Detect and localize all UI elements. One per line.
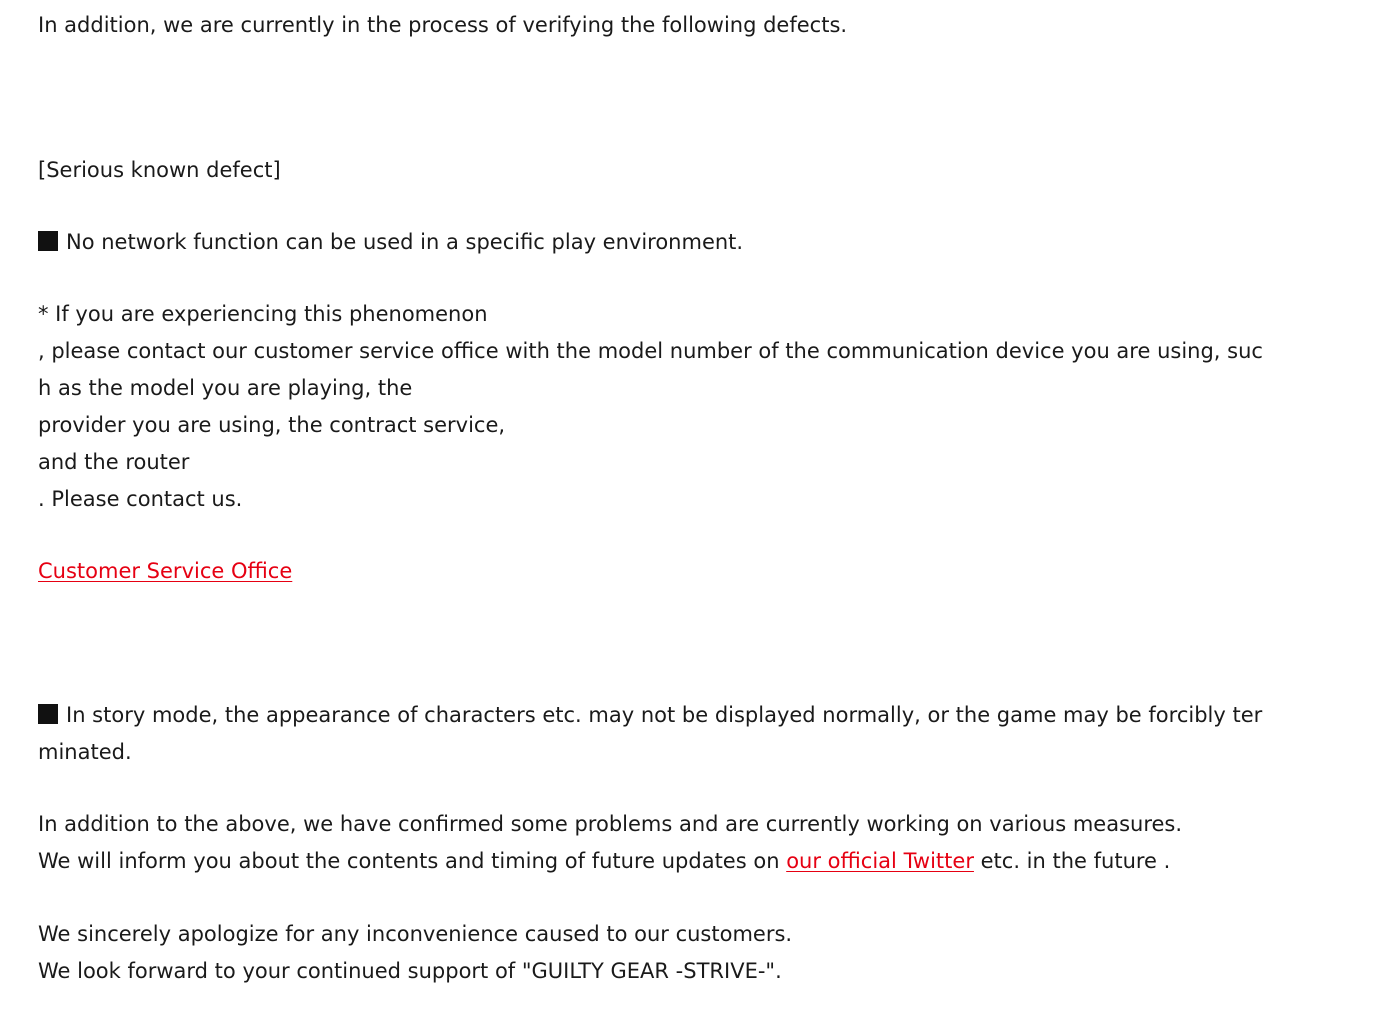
intro-text: In addition, we are currently in the process of verifying the following defects. (38, 13, 848, 37)
customer-service-link-row (38, 556, 292, 586)
note-line: * If you are experiencing this phenomenon (38, 302, 488, 326)
note-line: h as the model you are playing, the (38, 376, 413, 400)
note-line: and the router (38, 450, 190, 474)
official-twitter-link[interactable]: our official Twitter (786, 849, 974, 873)
note-line: . Please contact us. (38, 487, 243, 511)
section-heading: [Serious known defect] (38, 158, 281, 182)
measures-line (38, 846, 1170, 876)
black-square-icon (38, 704, 58, 724)
defect-title: In story mode, the appearance of characters etc. may not be displayed normally, or the game may be forcibly ter (66, 703, 1263, 727)
closing-line: We look forward to your continued support of "GUILTY GEAR -STRIVE-". (38, 959, 782, 983)
closing-line: We sincerely apologize for any inconvenience caused to our customers. (38, 922, 793, 946)
defect-item-network (38, 227, 743, 257)
measures-text: We will inform you about the contents and timing of future updates on (38, 849, 787, 873)
customer-service-link[interactable]: Customer Service Office (38, 559, 293, 583)
measures-text: etc. in the future . (973, 849, 1171, 873)
defect-title-continuation: minated. (38, 740, 132, 764)
note-line: provider you are using, the contract service, (38, 413, 506, 437)
defect-title: No network function can be used in a specific play environment. (66, 230, 744, 254)
note-line: , please contact our customer service office with the model number of the communication device you are using, suc (38, 339, 1263, 363)
black-square-icon (38, 231, 58, 251)
measures-line: In addition to the above, we have confirmed some problems and are currently working on various measures. (38, 812, 1183, 836)
defect-item-story-mode (38, 700, 1262, 730)
